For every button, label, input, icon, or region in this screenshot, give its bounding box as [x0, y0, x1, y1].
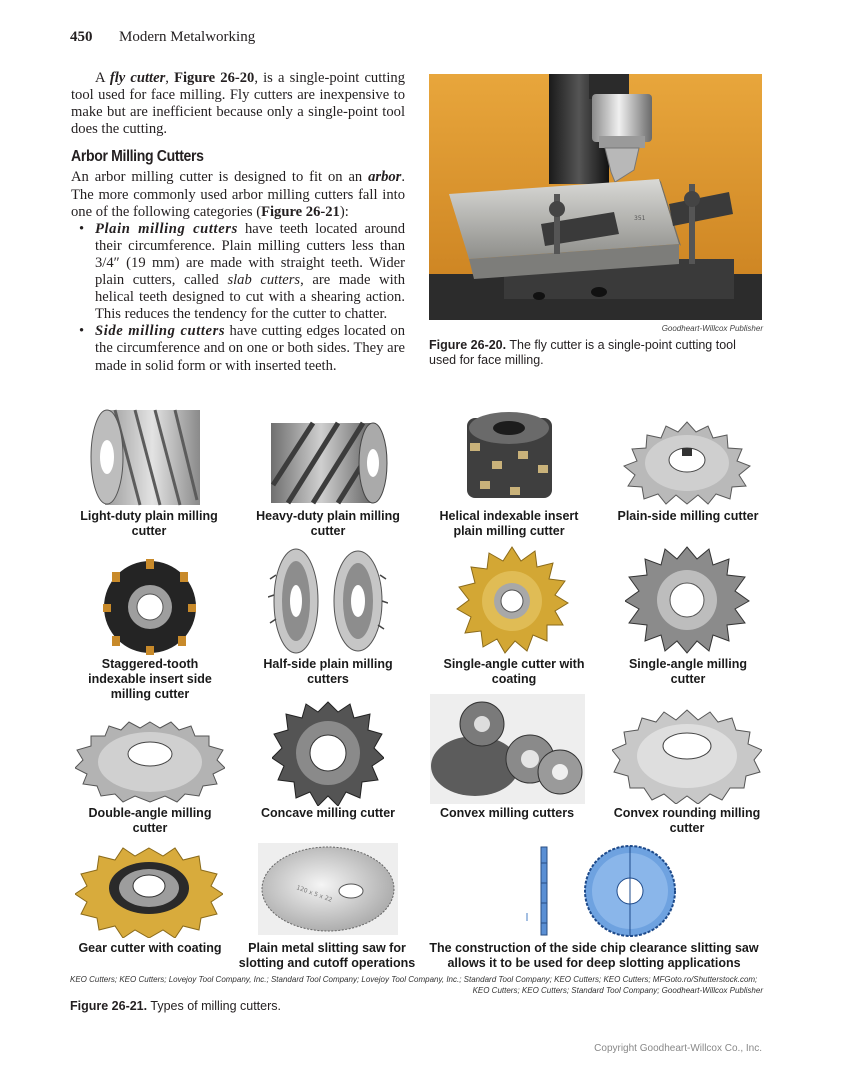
side-chip-clearance-saw-image [525, 843, 680, 939]
body-text-column [71, 70, 405, 375]
caption-concave: Concave milling cutter [260, 806, 396, 820]
plain-slitting-saw-image [258, 843, 398, 935]
double-angle-cutter-image [75, 718, 225, 804]
caption-half-side-plain: Half-side plain milling cutters [263, 657, 393, 686]
half-side-plain-cutters-image [268, 545, 388, 657]
convex-cutters-image [430, 694, 585, 804]
single-angle-coated-cutter-image [455, 545, 570, 655]
staggered-tooth-cutter-image [100, 558, 200, 656]
caption-convex-rounding: Convex rounding milling cutter [613, 806, 761, 835]
figure-26-20-caption: Figure 26-20. The fly cutter is a single-point cutting tool used for face milling. [429, 338, 736, 367]
caption-light-duty-plain: Light-duty plain milling cutter [80, 509, 218, 538]
convex-rounding-cutter-image [612, 708, 762, 804]
caption-convex: Convex milling cutters [439, 806, 575, 820]
single-angle-cutter-image [625, 545, 750, 655]
concave-cutter-image [272, 700, 384, 806]
copyright-notice: Copyright Goodheart-Willcox Co., Inc. [594, 1043, 762, 1054]
book-title: Modern Metalworking [119, 29, 256, 45]
helical-indexable-insert-cutter-image [452, 403, 567, 510]
term-fly-cutter: fly cutter [109, 70, 166, 86]
heavy-duty-plain-cutter-image [263, 415, 393, 510]
ref-figure-26-20: Figure 26-20 [174, 70, 255, 86]
caption-plain-slitting-saw: Plain metal slitting saw for slotting and cutoff operations [238, 941, 416, 970]
section-heading: Arbor Milling Cutters [71, 148, 204, 166]
saw-marking: 120 x 5 x 22 [295, 884, 334, 904]
figure-26-21-credits-line-2: KEO Cutters; KEO Cutters; Standard Tool Company; Goodheart-Willcox Publisher [472, 986, 763, 995]
ref-figure-26-21: Figure 26-21 [261, 203, 340, 220]
caption-gear-cutter: Gear cutter with coating [78, 941, 222, 955]
term-arbor: arbor [368, 169, 402, 186]
caption-helical-indexable-insert: Helical indexable insert plain milling cutter [439, 509, 579, 538]
fly-cutter-photo [429, 74, 762, 320]
caption-single-angle: Single-angle milling cutter [628, 657, 748, 686]
paragraph-fly-cutter: A fly cutter, Figure 26-20, is a single-point cutting tool used for face milling. Fly cutters are inexpensive to make but are inefficient because only a single-point tool does the cutting. [71, 70, 405, 138]
caption-plain-side: Plain-side milling cutter [617, 509, 759, 523]
caption-double-angle: Double-angle milling cutter [88, 806, 212, 835]
caption-single-angle-coated: Single-angle cutter with coating [443, 657, 585, 686]
figure-26-21-caption: Figure 26-21. Types of milling cutters. [70, 999, 281, 1013]
page-number: 450 [70, 29, 93, 45]
list-item-plain: • Plain milling cutters have teeth located around their circumference. Plain milling cutters less than 3/4″ (19 mm) are made with straight teeth. Wider plain cutters, called slab cutters, are made with helical teeth designed to cut with a shearing action. This reduces the tendency for the cutter to chatter. [71, 221, 405, 324]
gear-cutter-coated-image [75, 846, 223, 938]
cutter-category-list [71, 221, 405, 375]
plain-side-cutter-image [620, 420, 755, 505]
caption-heavy-duty-plain: Heavy-duty plain milling cutter [256, 509, 400, 538]
caption-staggered-tooth: Staggered-tooth indexable insert side milling cutter [88, 657, 212, 701]
figure-26-21-credits-line-1: KEO Cutters; KEO Cutters; Lovejoy Tool Company, Inc.; Standard Tool Company; Lovejoy Tool Company, Inc.; Standard Tool Company; KEO Cutters; KEO Cutters; MFGoto.ro/Shutterstock.com; [70, 975, 758, 984]
list-item-side: • Side milling cutters have cutting edges located on the circumference and on one or both sides. They are made in solid form or with inserted teeth. [71, 323, 405, 374]
workpiece-marking: 351 [634, 215, 646, 222]
figure-26-20-credit: Goodheart-Willcox Publisher [661, 324, 763, 333]
caption-side-chip-clearance-saw: The construction of the side chip clearance slitting saw allows it to be used for deep slotting applications [429, 941, 759, 970]
light-duty-plain-cutter-image [85, 405, 215, 510]
paragraph-arbor: An arbor milling cutter is designed to fit on an arbor. The more commonly used arbor milling cutters fall into one of the following categories (Figure 26-21): [71, 169, 405, 220]
